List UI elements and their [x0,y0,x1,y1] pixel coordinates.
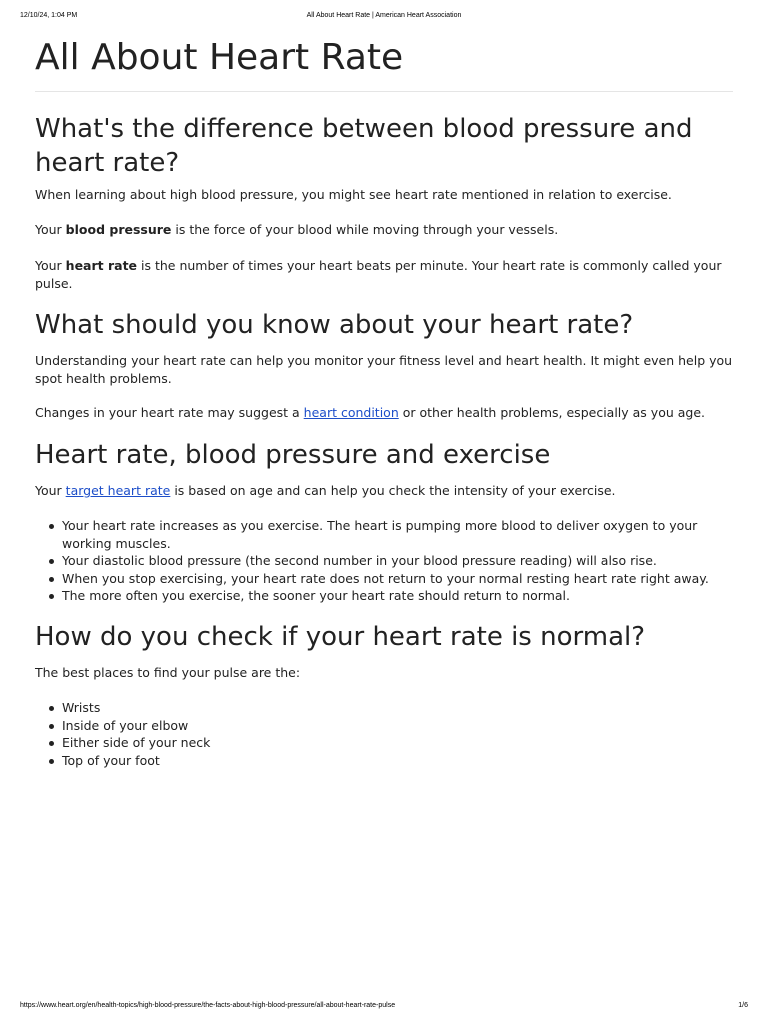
paragraph-target-heart-rate: Your target heart rate is based on age and can help you check the intensity of your exercise. [35,483,616,498]
print-page-title: All About Heart Rate | American Heart Association [306,12,462,19]
list-item: The more often you exercise, the sooner your heart rate should return to normal. [35,587,733,605]
print-datetime: 12/10/24, 1:04 PM [20,12,78,19]
print-url: https://www.heart.org/en/health-topics/high-blood-pressure/the-facts-about-high-blood-pressure/all-about-heart-rate-pulse [20,1002,396,1009]
exercise-bullet-list [35,517,733,605]
page-number: 1/6 [738,1002,748,1009]
paragraph: When learning about high blood pressure, you might see heart rate mentioned in relation to exercise. [35,187,672,202]
section-heading-know: What should you know about your heart rate? [35,310,634,340]
paragraph-blood-pressure: Your blood pressure is the force of your blood while moving through your vessels. [35,222,559,237]
list-item: Your heart rate increases as you exercise. The heart is pumping more blood to deliver oxygen to your working muscles. [35,517,733,552]
target-heart-rate-link[interactable]: target heart rate [65,483,171,498]
paragraph: The best places to find your pulse are the: [35,665,301,680]
list-item: Either side of your neck [35,734,733,752]
paragraph-heart-rate: Your heart rate is the number of times your heart beats per minute. Your heart rate is commonly called your pulse. [35,258,722,291]
list-item: Inside of your elbow [35,717,733,735]
list-item: Wrists [35,699,733,717]
list-item: Your diastolic blood pressure (the second number in your blood pressure reading) will also rise. [35,552,733,570]
paragraph-heart-condition: Changes in your heart rate may suggest a heart condition or other health problems, especially as you age. [35,405,705,420]
bold-term: heart rate [65,258,138,273]
bold-term: blood pressure [65,222,172,237]
page-title: All About Heart Rate [35,37,404,78]
list-item: When you stop exercising, your heart rate does not return to your normal resting heart rate right away. [35,570,733,588]
list-item: Top of your foot [35,752,733,770]
section-heading-difference: What's the difference between blood pressure and heart rate? [35,114,693,178]
pulse-locations-list [35,699,733,769]
heart-condition-link[interactable]: heart condition [303,405,399,420]
paragraph: Understanding your heart rate can help you monitor your fitness level and heart health. It might even help you spot health problems. [35,353,733,386]
section-heading-exercise: Heart rate, blood pressure and exercise [35,440,551,470]
title-divider [35,91,733,92]
section-heading-check: How do you check if your heart rate is normal? [35,622,646,652]
